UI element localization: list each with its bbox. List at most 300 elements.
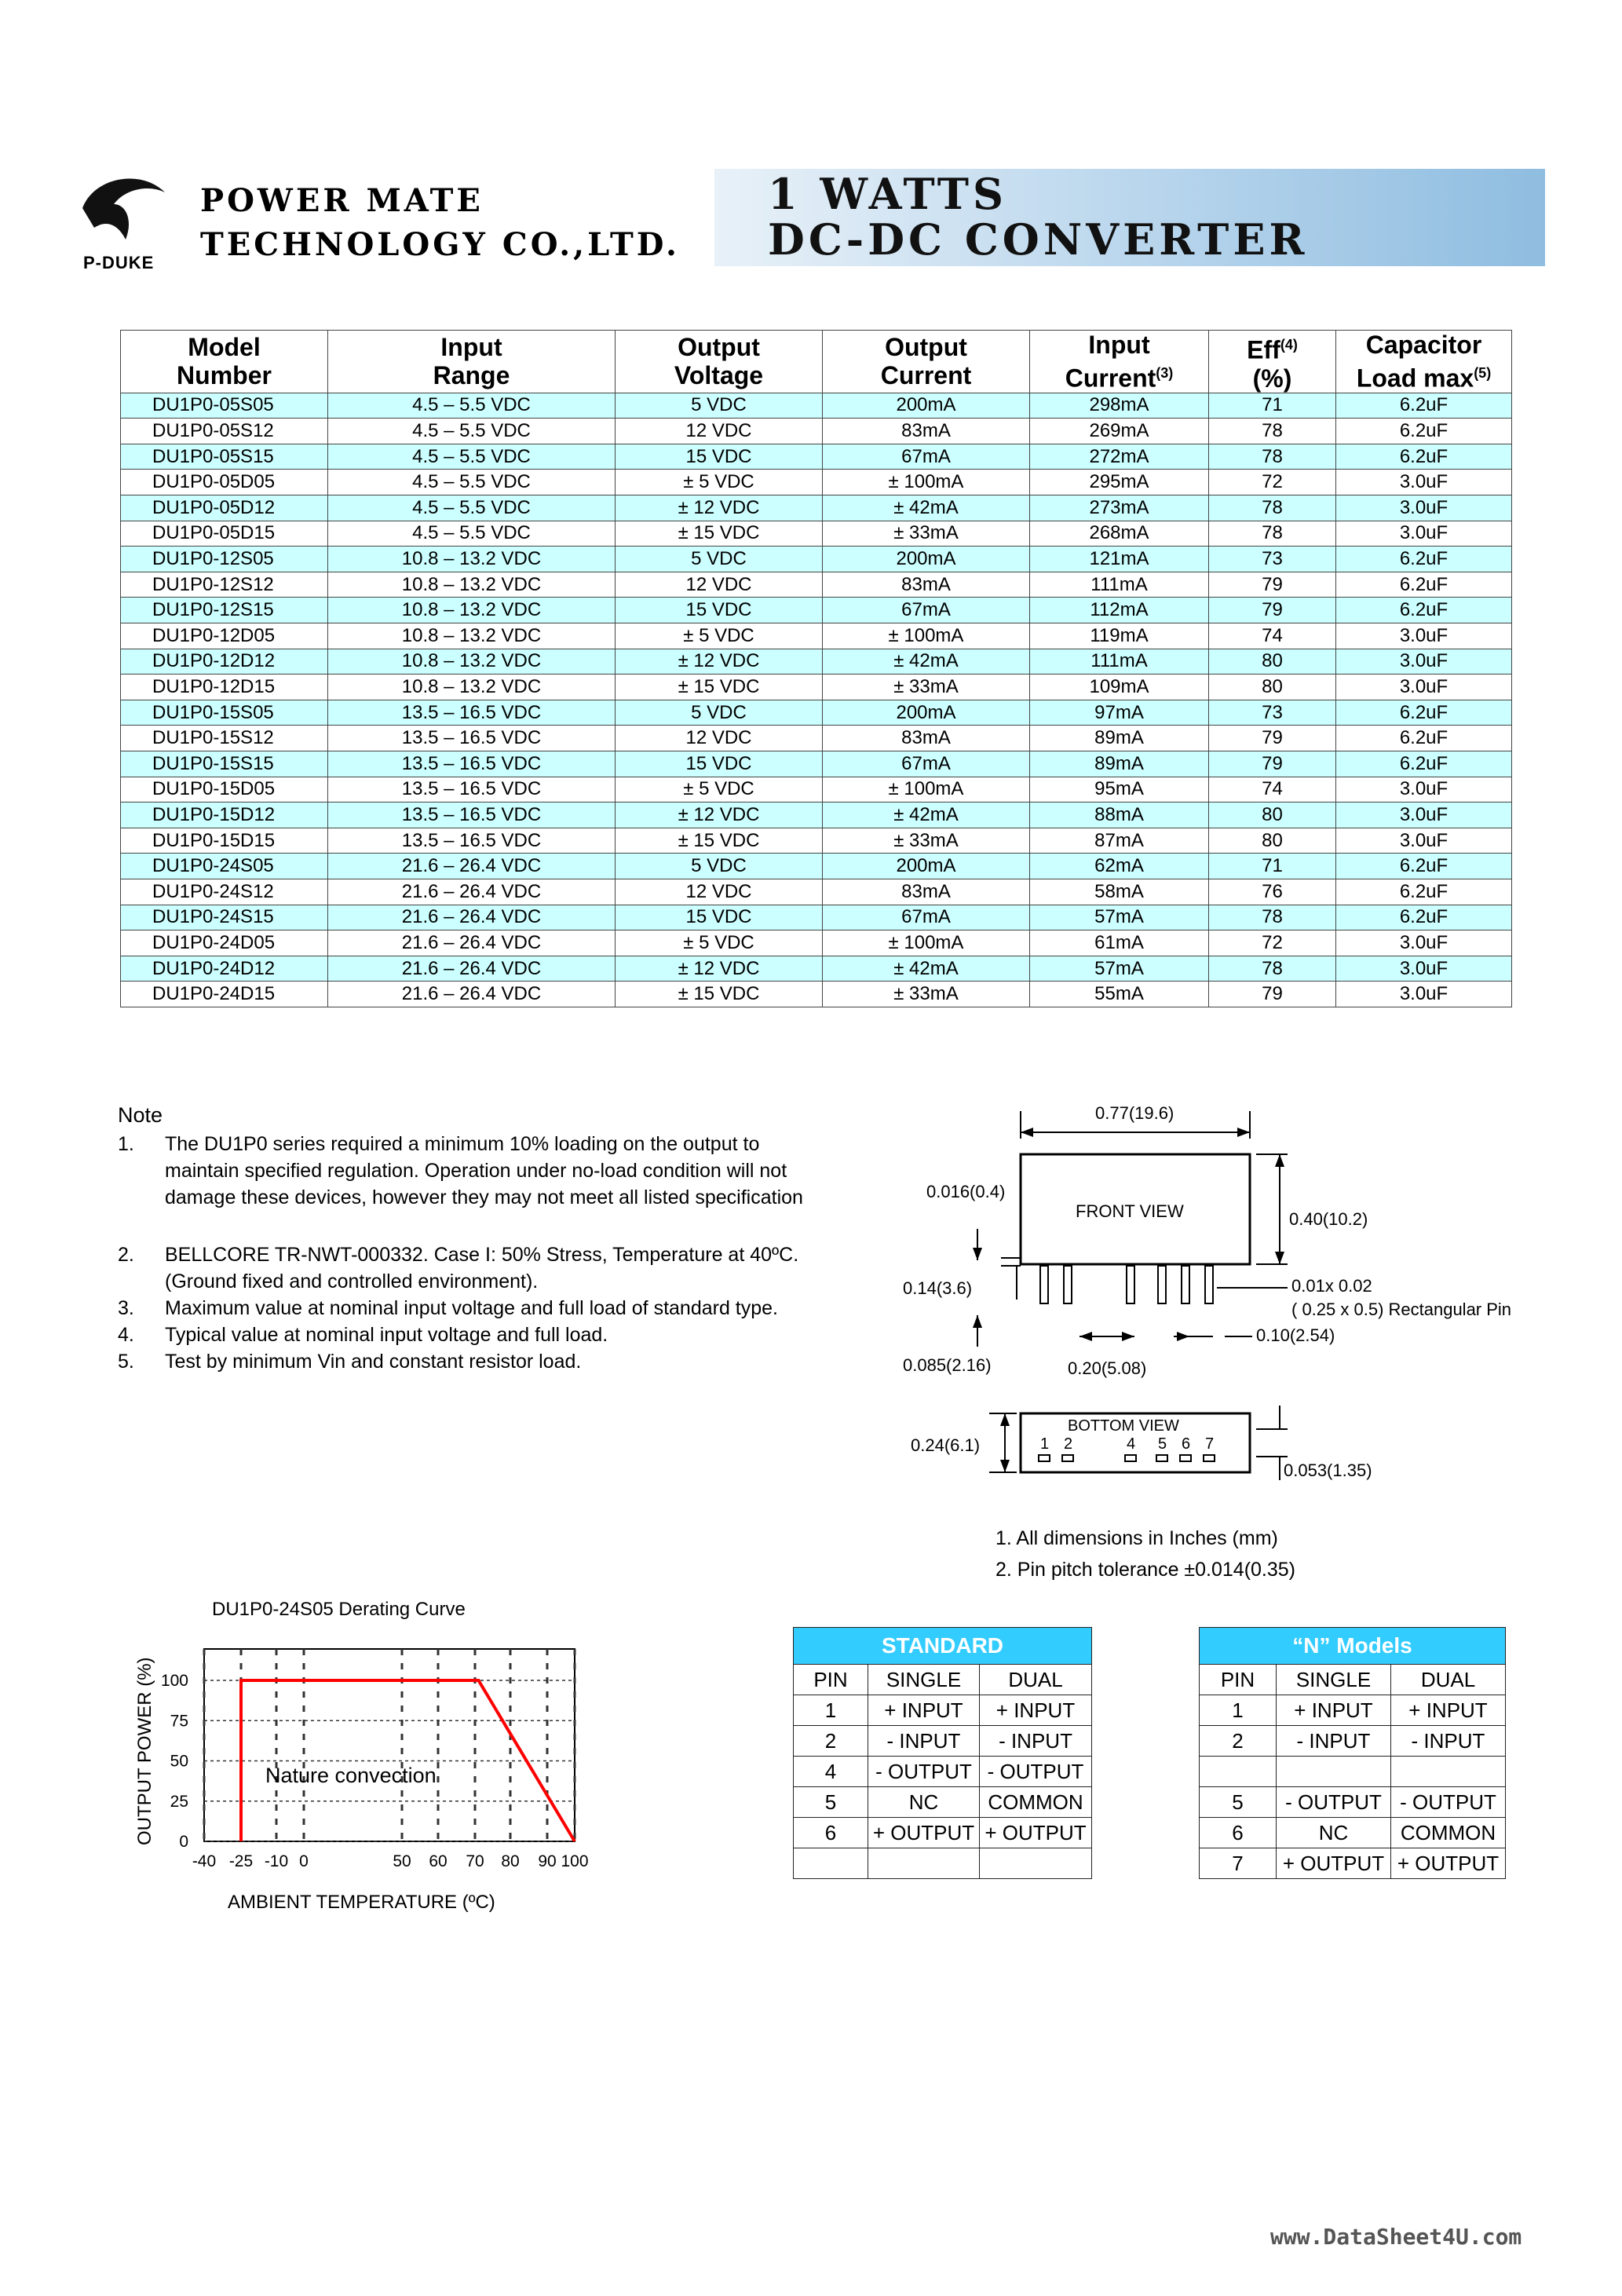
spec-header-line1: Output — [885, 333, 967, 362]
spec-header-line2: Load max — [1356, 364, 1474, 393]
table-row — [121, 470, 1512, 495]
table-cell: 4.5 – 5.5 VDC — [328, 470, 616, 495]
title-banner — [714, 169, 1545, 266]
table-cell: 83mA — [823, 726, 1030, 751]
pin-cell: 7 — [1200, 1848, 1277, 1879]
table-cell: 67mA — [823, 444, 1030, 470]
table-cell: 15 VDC — [616, 751, 823, 777]
table-cell: 111mA — [1030, 649, 1209, 675]
pin-cell: COMMON — [1391, 1818, 1506, 1848]
spec-header-line1: Capacitor — [1365, 331, 1482, 359]
table-cell: 3.0uF — [1336, 470, 1512, 495]
chart-y-tick: 75 — [170, 1712, 188, 1731]
table-cell: 74 — [1209, 623, 1336, 649]
pin-cell: - OUTPUT — [868, 1757, 980, 1787]
table-row — [121, 726, 1512, 751]
pin-cell — [1200, 1757, 1277, 1787]
table-cell: 272mA — [1030, 444, 1209, 470]
table-cell: DU1P0-05S12 — [121, 419, 328, 444]
table-cell: 3.0uF — [1336, 828, 1512, 854]
spec-header-footnote: (5) — [1474, 365, 1492, 381]
spec-header-line1: Output — [678, 333, 760, 362]
pin-table-n-models — [1199, 1627, 1506, 1879]
pin-cell: 2 — [794, 1726, 868, 1757]
table-cell: ± 5 VDC — [616, 930, 823, 956]
chart-x-tick: -40 — [192, 1852, 217, 1870]
pin-desc-label: ( 0.25 x 0.5) Rectangular Pin — [1291, 1300, 1512, 1319]
chart-x-tick: 90 — [538, 1852, 557, 1870]
table-cell: 78 — [1209, 444, 1336, 470]
table-row — [121, 956, 1512, 982]
table-cell: 3.0uF — [1336, 956, 1512, 982]
table-cell: 72 — [1209, 470, 1336, 495]
table-cell: ± 100mA — [823, 930, 1030, 956]
chart-y-tick: 100 — [160, 1672, 188, 1690]
table-cell: 57mA — [1030, 956, 1209, 982]
table-cell: 21.6 – 26.4 VDC — [328, 905, 616, 930]
chart-x-tick: 0 — [299, 1852, 309, 1870]
bottom-pin-number: 2 — [1064, 1435, 1073, 1453]
title-converter: DC-DC CONVERTER — [768, 214, 1309, 265]
table-cell: 6.2uF — [1336, 854, 1512, 879]
spec-header-line1: Eff — [1247, 335, 1280, 364]
table-row — [121, 495, 1512, 521]
table-cell: 4.5 – 5.5 VDC — [328, 444, 616, 470]
table-cell: 21.6 – 26.4 VDC — [328, 982, 616, 1007]
table-cell: 13.5 – 16.5 VDC — [328, 777, 616, 803]
bottom-pin-number: 6 — [1182, 1435, 1191, 1453]
table-cell: 10.8 – 13.2 VDC — [328, 649, 616, 675]
table-cell: DU1P0-05S15 — [121, 444, 328, 470]
table-cell: 12 VDC — [616, 726, 823, 751]
table-cell: DU1P0-15D05 — [121, 777, 328, 803]
spec-header-line2: Number — [177, 361, 272, 390]
bottom-pin-numbers — [1039, 1435, 1215, 1461]
table-cell: 3.0uF — [1336, 982, 1512, 1007]
chart-annotation: Nature convection — [265, 1764, 437, 1787]
pin-row — [794, 1757, 1092, 1787]
table-cell: 62mA — [1030, 854, 1209, 879]
spec-header-line2: Range — [433, 361, 510, 390]
bottom-pin-number: 7 — [1205, 1435, 1215, 1453]
table-cell: 78 — [1209, 495, 1336, 521]
table-row — [121, 521, 1512, 547]
chart-x-tick: 70 — [466, 1852, 484, 1870]
table-cell: 3.0uF — [1336, 675, 1512, 700]
table-cell: ± 12 VDC — [616, 495, 823, 521]
pin-cell: 1 — [794, 1695, 868, 1726]
pin-table-header-row — [794, 1665, 1092, 1695]
table-cell: 12 VDC — [616, 572, 823, 598]
table-row — [121, 649, 1512, 675]
table-row — [121, 700, 1512, 726]
table-cell: 67mA — [823, 905, 1030, 930]
table-cell: 74 — [1209, 777, 1336, 803]
table-row — [121, 982, 1512, 1007]
depth-label: 0.24(6.1) — [911, 1435, 981, 1455]
table-cell: 112mA — [1030, 598, 1209, 623]
table-cell: DU1P0-15D15 — [121, 828, 328, 854]
title-watts: 1 WATTS — [768, 169, 1007, 219]
table-cell: 12 VDC — [616, 879, 823, 905]
table-cell: 83mA — [823, 419, 1030, 444]
chart-x-tick: 50 — [393, 1852, 411, 1870]
table-cell: 6.2uF — [1336, 598, 1512, 623]
table-cell: 67mA — [823, 598, 1030, 623]
table-cell: 298mA — [1030, 393, 1209, 419]
table-cell: ± 12 VDC — [616, 956, 823, 982]
pin-cell: - OUTPUT — [980, 1757, 1092, 1787]
table-row — [121, 572, 1512, 598]
pin-gap-label: 0.20(5.08) — [1068, 1358, 1147, 1378]
pin-cell: + OUTPUT — [1277, 1848, 1391, 1879]
pin-cell — [794, 1848, 868, 1879]
chart-y-tick: 50 — [170, 1752, 188, 1771]
table-cell: 3.0uF — [1336, 803, 1512, 828]
table-cell: 10.8 – 13.2 VDC — [328, 623, 616, 649]
pin-cell: + INPUT — [868, 1695, 980, 1726]
pin-pitch-label: 0.10(2.54) — [1256, 1325, 1335, 1345]
table-cell: 79 — [1209, 726, 1336, 751]
note-text: BELLCORE TR-NWT-000332. Case I: 50% Stress, Temperature at 40ºC. (Ground fixed and controlled environment). — [165, 1244, 799, 1292]
standoff-label: 0.085(2.16) — [903, 1355, 992, 1375]
table-cell: ± 5 VDC — [616, 623, 823, 649]
table-cell: 61mA — [1030, 930, 1209, 956]
table-cell: 78 — [1209, 956, 1336, 982]
table-cell: 10.8 – 13.2 VDC — [328, 572, 616, 598]
table-row — [121, 905, 1512, 930]
table-cell: 57mA — [1030, 905, 1209, 930]
spec-header-cell — [1030, 331, 1209, 393]
pin-cell: NC — [868, 1787, 980, 1818]
pin-table-standard — [793, 1627, 1092, 1879]
table-row — [121, 828, 1512, 854]
pin-cell — [1277, 1757, 1391, 1787]
spec-header-line2: (%) — [1252, 364, 1292, 393]
table-cell: 3.0uF — [1336, 623, 1512, 649]
table-cell: ± 42mA — [823, 649, 1030, 675]
table-cell: 5 VDC — [616, 700, 823, 726]
pin-row — [1200, 1695, 1506, 1726]
table-cell: 6.2uF — [1336, 419, 1512, 444]
table-row — [121, 930, 1512, 956]
table-cell: 5 VDC — [616, 854, 823, 879]
chart-frame — [204, 1649, 575, 1841]
table-cell: 73 — [1209, 700, 1336, 726]
note-text: Typical value at nominal input voltage and full load. — [165, 1324, 608, 1346]
pin-row — [1200, 1787, 1506, 1818]
chart-x-tick: -10 — [264, 1852, 289, 1870]
table-row — [121, 803, 1512, 828]
pin-cell: 5 — [1200, 1787, 1277, 1818]
table-cell: 5 VDC — [616, 547, 823, 572]
chart-title: DU1P0-24S05 Derating Curve — [212, 1599, 466, 1620]
table-cell: ± 33mA — [823, 982, 1030, 1007]
table-cell: 76 — [1209, 879, 1336, 905]
table-cell: 80 — [1209, 803, 1336, 828]
table-cell: 80 — [1209, 675, 1336, 700]
table-cell: ± 15 VDC — [616, 828, 823, 854]
table-cell: DU1P0-24D05 — [121, 930, 328, 956]
table-cell: 80 — [1209, 828, 1336, 854]
table-row — [121, 393, 1512, 419]
table-cell: 71 — [1209, 393, 1336, 419]
table-cell: DU1P0-15S05 — [121, 700, 328, 726]
chart-y-tick: 25 — [170, 1792, 188, 1811]
pin-header-cell: PIN — [794, 1665, 868, 1695]
pin-header-cell: PIN — [1200, 1665, 1277, 1695]
table-cell: 13.5 – 16.5 VDC — [328, 803, 616, 828]
chart-x-tick: -25 — [228, 1852, 254, 1870]
spec-header-cell — [1336, 331, 1512, 393]
table-cell: 6.2uF — [1336, 572, 1512, 598]
table-cell: 273mA — [1030, 495, 1209, 521]
table-cell: 78 — [1209, 419, 1336, 444]
table-cell: 88mA — [1030, 803, 1209, 828]
table-cell: 87mA — [1030, 828, 1209, 854]
note-number: 2. — [118, 1244, 134, 1266]
pin-header-cell: DUAL — [1391, 1665, 1506, 1695]
pin-cell: - OUTPUT — [1277, 1787, 1391, 1818]
table-cell: 5 VDC — [616, 393, 823, 419]
table-cell: DU1P0-15S15 — [121, 751, 328, 777]
table-cell: 13.5 – 16.5 VDC — [328, 700, 616, 726]
pin-cell: + INPUT — [1277, 1695, 1391, 1726]
table-cell: DU1P0-24S05 — [121, 854, 328, 879]
spec-header-line2: Current — [1065, 364, 1156, 393]
table-cell: 80 — [1209, 649, 1336, 675]
table-cell: ± 5 VDC — [616, 470, 823, 495]
table-cell: ± 42mA — [823, 495, 1030, 521]
pin-row — [1200, 1818, 1506, 1848]
table-cell: DU1P0-24D12 — [121, 956, 328, 982]
pin-cell: + OUTPUT — [980, 1818, 1092, 1848]
table-cell: 78 — [1209, 905, 1336, 930]
table-cell: 6.2uF — [1336, 547, 1512, 572]
table-cell: DU1P0-12D15 — [121, 675, 328, 700]
table-cell: ± 12 VDC — [616, 649, 823, 675]
table-cell: 79 — [1209, 598, 1336, 623]
offset-label: 0.016(0.4) — [926, 1182, 1006, 1201]
pin-cell — [868, 1848, 980, 1879]
note-number: 3. — [118, 1297, 134, 1319]
bottom-pin-number: 1 — [1040, 1435, 1050, 1453]
table-cell: DU1P0-12D05 — [121, 623, 328, 649]
pin-row — [794, 1818, 1092, 1848]
table-cell: 15 VDC — [616, 598, 823, 623]
derating-chart — [126, 1618, 597, 1932]
chart-x-tick: 80 — [501, 1852, 520, 1870]
table-cell: 3.0uF — [1336, 495, 1512, 521]
bottom-pin — [1039, 1455, 1050, 1461]
pin-offset-label: 0.053(1.35) — [1284, 1461, 1372, 1480]
table-cell: 269mA — [1030, 419, 1209, 444]
table-cell: 13.5 – 16.5 VDC — [328, 726, 616, 751]
table-cell: DU1P0-12S05 — [121, 547, 328, 572]
table-cell: ± 12 VDC — [616, 803, 823, 828]
table-cell: 6.2uF — [1336, 726, 1512, 751]
pin-cell: + INPUT — [1391, 1695, 1506, 1726]
chart-grid — [204, 1649, 575, 1841]
table-cell: DU1P0-24S15 — [121, 905, 328, 930]
spec-header-footnote: (3) — [1156, 365, 1174, 381]
company-name: POWER MATE — [200, 182, 484, 219]
pin-size-label: 0.01x 0.02 — [1291, 1276, 1372, 1296]
table-cell: 4.5 – 5.5 VDC — [328, 495, 616, 521]
table-cell: 3.0uF — [1336, 649, 1512, 675]
table-row — [121, 598, 1512, 623]
table-row — [121, 419, 1512, 444]
table-cell: 21.6 – 26.4 VDC — [328, 930, 616, 956]
note-number: 4. — [118, 1324, 134, 1346]
table-cell: 83mA — [823, 572, 1030, 598]
table-cell: 121mA — [1030, 547, 1209, 572]
pin-row — [1200, 1726, 1506, 1757]
table-row — [121, 623, 1512, 649]
table-cell: 109mA — [1030, 675, 1209, 700]
table-cell: 3.0uF — [1336, 521, 1512, 547]
pin-cell: COMMON — [980, 1787, 1092, 1818]
table-cell: 295mA — [1030, 470, 1209, 495]
front-pins — [1040, 1266, 1213, 1303]
table-cell: 79 — [1209, 751, 1336, 777]
bottom-pin — [1180, 1455, 1191, 1461]
table-row — [121, 751, 1512, 777]
spec-header-cell — [328, 331, 616, 393]
table-cell: ± 42mA — [823, 956, 1030, 982]
table-cell: 58mA — [1030, 879, 1209, 905]
chart-ylabel: OUTPUT POWER (%) — [134, 1657, 155, 1845]
pin-header-cell: SINGLE — [868, 1665, 980, 1695]
table-cell: 12 VDC — [616, 419, 823, 444]
pin-cell: + INPUT — [980, 1695, 1092, 1726]
spec-header-footnote: (4) — [1280, 337, 1298, 353]
pin-cell: - INPUT — [980, 1726, 1092, 1757]
table-cell: ± 15 VDC — [616, 521, 823, 547]
table-cell: 15 VDC — [616, 905, 823, 930]
pin-row — [1200, 1757, 1506, 1787]
pin-cell: - INPUT — [868, 1726, 980, 1757]
table-cell: DU1P0-15S12 — [121, 726, 328, 751]
bottom-pin — [1204, 1455, 1215, 1461]
pin-cell: - INPUT — [1277, 1726, 1391, 1757]
spec-header-cell — [1209, 331, 1336, 393]
dimension-note-1: 1. All dimensions in Inches (mm) — [995, 1527, 1278, 1549]
pin-cell: 5 — [794, 1787, 868, 1818]
table-cell: 97mA — [1030, 700, 1209, 726]
table-cell: 119mA — [1030, 623, 1209, 649]
bottom-pin — [1156, 1455, 1167, 1461]
table-cell: 6.2uF — [1336, 444, 1512, 470]
table-cell: 79 — [1209, 572, 1336, 598]
footer-url[interactable]: www.DataSheet4U.com — [1270, 2224, 1522, 2250]
pin-header-cell: DUAL — [980, 1665, 1092, 1695]
front-view-label: FRONT VIEW — [1076, 1201, 1184, 1221]
table-row — [121, 777, 1512, 803]
table-cell: 73 — [1209, 547, 1336, 572]
table-cell: 3.0uF — [1336, 777, 1512, 803]
table-row — [121, 879, 1512, 905]
table-cell: 95mA — [1030, 777, 1209, 803]
pin-cell: NC — [1277, 1818, 1391, 1848]
pin-cell: - INPUT — [1391, 1726, 1506, 1757]
table-cell: DU1P0-15D12 — [121, 803, 328, 828]
chart-y-tick: 0 — [179, 1833, 188, 1851]
table-cell: ± 100mA — [823, 470, 1030, 495]
pin-row — [794, 1787, 1092, 1818]
pin-length-label: 0.14(3.6) — [903, 1278, 973, 1298]
pin-cell: 6 — [794, 1818, 868, 1848]
spec-header-row — [121, 331, 1512, 393]
table-cell: 13.5 – 16.5 VDC — [328, 828, 616, 854]
pin-cell — [980, 1848, 1092, 1879]
table-cell: 6.2uF — [1336, 905, 1512, 930]
spec-header-cell — [616, 331, 823, 393]
logo-caption: P-DUKE — [83, 253, 155, 272]
table-cell: 6.2uF — [1336, 393, 1512, 419]
table-cell: DU1P0-05D12 — [121, 495, 328, 521]
table-cell: 78 — [1209, 521, 1336, 547]
table-cell: 200mA — [823, 700, 1030, 726]
chart-xlabel: AMBIENT TEMPERATURE (ºC) — [228, 1892, 495, 1913]
table-cell: DU1P0-05D15 — [121, 521, 328, 547]
bottom-pin-number: 4 — [1127, 1435, 1136, 1453]
table-cell: 71 — [1209, 854, 1336, 879]
table-cell: 15 VDC — [616, 444, 823, 470]
note-number: 5. — [118, 1351, 134, 1373]
pin-row — [794, 1726, 1092, 1757]
table-cell: 13.5 – 16.5 VDC — [328, 751, 616, 777]
table-cell: DU1P0-12S15 — [121, 598, 328, 623]
table-cell: DU1P0-05D05 — [121, 470, 328, 495]
spec-header-line1: Model — [188, 333, 261, 362]
bottom-pin-number: 5 — [1158, 1435, 1167, 1453]
width-label: 0.77(19.6) — [1095, 1103, 1174, 1123]
pin-table-standard-title: STANDARD — [794, 1628, 1092, 1665]
table-cell: 67mA — [823, 751, 1030, 777]
table-row — [121, 854, 1512, 879]
dimension-note-2: 2. Pin pitch tolerance ±0.014(0.35) — [995, 1559, 1296, 1581]
bottom-view-label: BOTTOM VIEW — [1068, 1417, 1179, 1435]
dimension-drawing — [879, 1091, 1523, 1515]
table-cell: DU1P0-24S12 — [121, 879, 328, 905]
table-cell: 10.8 – 13.2 VDC — [328, 547, 616, 572]
pin-row — [794, 1695, 1092, 1726]
table-cell: ± 33mA — [823, 521, 1030, 547]
pin-cell: 4 — [794, 1757, 868, 1787]
table-row — [121, 675, 1512, 700]
table-cell: 21.6 – 26.4 VDC — [328, 956, 616, 982]
table-cell: ± 15 VDC — [616, 982, 823, 1007]
spec-header-cell — [121, 331, 328, 393]
table-cell: ± 33mA — [823, 828, 1030, 854]
note-text: Test by minimum Vin and constant resistor load. — [165, 1351, 582, 1373]
pin-cell: 1 — [1200, 1695, 1277, 1726]
table-cell: DU1P0-05S05 — [121, 393, 328, 419]
spec-header-line1: Input — [1088, 331, 1150, 359]
table-cell: 200mA — [823, 393, 1030, 419]
table-cell: ± 100mA — [823, 623, 1030, 649]
table-cell: 4.5 – 5.5 VDC — [328, 393, 616, 419]
pin-row — [1200, 1848, 1506, 1879]
table-cell: DU1P0-24D15 — [121, 982, 328, 1007]
table-cell: 21.6 – 26.4 VDC — [328, 879, 616, 905]
table-cell: 10.8 – 13.2 VDC — [328, 675, 616, 700]
height-label: 0.40(10.2) — [1289, 1209, 1368, 1229]
table-cell: 21.6 – 26.4 VDC — [328, 854, 616, 879]
pin-header-cell: SINGLE — [1277, 1665, 1391, 1695]
table-cell: DU1P0-12S12 — [121, 572, 328, 598]
